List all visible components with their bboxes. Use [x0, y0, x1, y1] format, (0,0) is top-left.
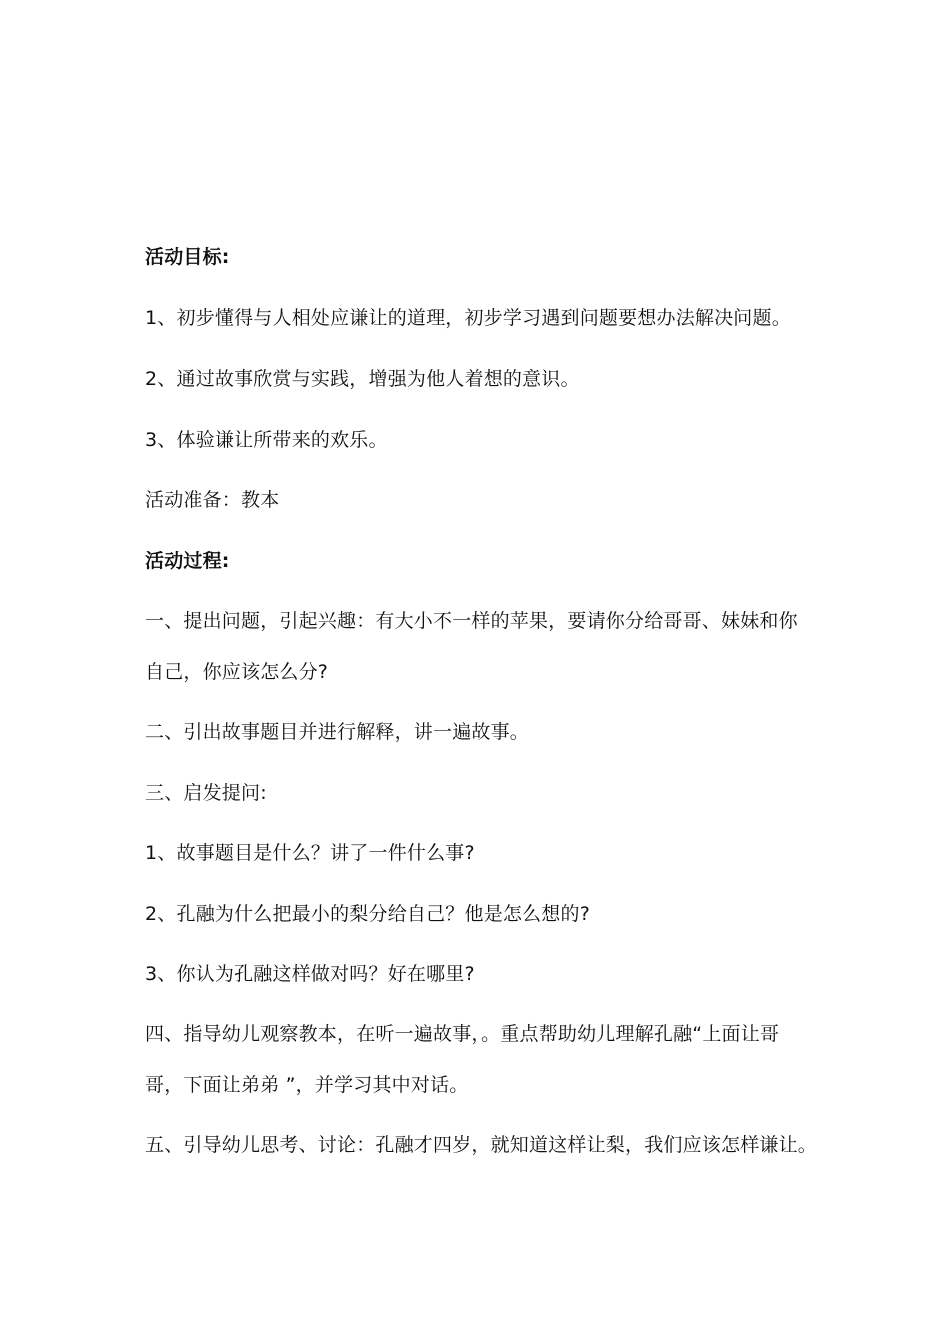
process-step-1-line-2: 自己，你应该怎么分? — [145, 661, 329, 683]
heading-activity-goals: 活动目标: — [145, 246, 230, 268]
process-step-1-line-1: 一、提出问题，引起兴趣：有大小不一样的苹果，要请你分给哥哥、妹妹和你 — [145, 610, 798, 632]
question-item-2: 2、孔融为什么把最小的梨分给自己？他是怎么想的? — [145, 903, 590, 925]
activity-preparation: 活动准备：教本 — [145, 489, 280, 511]
process-step-4-line-1: 四、指导幼儿观察教本，在听一遍故事，。重点帮助幼儿理解孔融“上面让哥 — [145, 1023, 780, 1045]
goal-item-1: 1、初步懂得与人相处应谦让的道理，初步学习遇到问题要想办法解决问题。 — [145, 307, 791, 329]
process-step-3: 三、启发提问: — [145, 782, 267, 804]
process-step-5: 五、引导幼儿思考、讨论：孔融才四岁，就知道这样让梨，我们应该怎样谦让。 — [145, 1134, 818, 1156]
heading-activity-process: 活动过程: — [145, 550, 230, 572]
goal-item-2: 2、通过故事欣赏与实践，增强为他人着想的意识。 — [145, 368, 580, 390]
process-step-4-line-2: 哥，下面让弟弟 ”，并学习其中对话。 — [145, 1074, 469, 1096]
question-item-1: 1、故事题目是什么？讲了一件什么事? — [145, 842, 475, 864]
question-item-3: 3、你认为孔融这样做对吗？好在哪里? — [145, 963, 475, 985]
process-step-2: 二、引出故事题目并进行解释，讲一遍故事。 — [145, 721, 530, 743]
goal-item-3: 3、体验谦让所带来的欢乐。 — [145, 429, 388, 451]
